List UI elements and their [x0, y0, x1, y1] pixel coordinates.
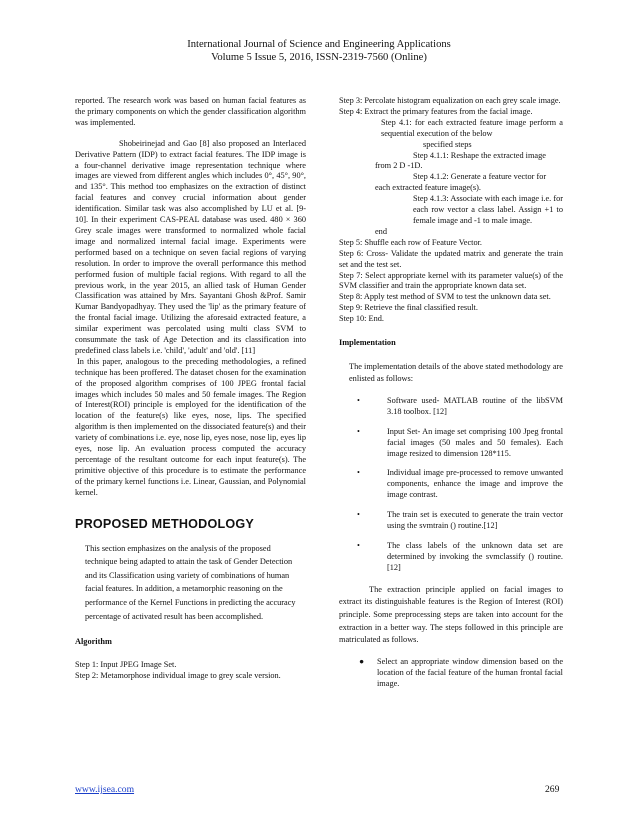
- page-number: 269: [545, 784, 560, 795]
- journal-header: [0, 38, 638, 64]
- algorithm-substep: Step 4.1.3: Associate with each image i.e. for each row vector a class label. Assign +1 to female image and -1 to male image.: [413, 194, 563, 225]
- subheading: Algorithm: [75, 637, 112, 647]
- journal-volume: Volume 5 Issue 5, 2016, ISSN-2319-7560 (Online): [211, 52, 427, 63]
- paragraph: This section emphasizes on the analysis of the proposed technique being adapted to attain the task of Gender Detection and its Classification using variety of combinations of human facial features. In addition, a metamorphic reasoning on the performance of the Kernel Functions in predicting the accuracy percentage of activated result has been accomplished.: [85, 543, 296, 621]
- list-item: ● Select an appropriate window dimension based on the location of the facial feature of the human frontal facial image.: [359, 656, 563, 688]
- algorithm-step: Step 7: Select appropriate kernel with its parameter value(s) of the SVM classifier and train the appropriate known data set.: [339, 270, 563, 291]
- paragraph: reported. The research work was based on human facial features as the primary components on which the gender classification algorithm was implemented.: [75, 96, 306, 127]
- journal-website-link[interactable]: www.ijsea.com: [75, 784, 135, 795]
- paragraph: Shobeirinejad and Gao [8] also proposed an Interlaced Derivative Pattern (IDP) to extract facial features. The IDP image is a four-channel derivative image representation technique where images are viewed from different angles which includes 0°, 45°, 90°, and 135°. This method too emphasizes on the extraction of distinct facial features and convey crucial information about gender identification. Similar task was also accomplished by LU et al. [9-10]. In their experiment CAS-PEAL database was used. 480 × 360 Grey scale images were transformed to normalized whole facial image and normalized internal facial image. Experiments were performed based on a technique on seven facial regions of varying resolution. In order to improve the overall performance this method performed fusion of multiple facial regions. With regard to all the previous work, in the year 2015, an allied task of Human Gender Classification was attained by Mrs. Sayantani Ghosh &Prof. Samir Kumar Bandyopadhyay. They used the 'lip' as the primary feature of the frontal facial image. Utilizing the aforesaid extracted feature, a similar experiment was percolated using multi class SVM to consummate the task of Age Detection and its classification into predefined class labels i.e. 'child', 'adult' and 'old'. [11]: [75, 138, 306, 355]
- journal-title: International Journal of Science and Engineering Applications: [187, 39, 451, 50]
- paragraph: The implementation details of the above stated methodology are enlisted as follows:: [349, 361, 563, 384]
- algorithm-step: Step 3: Percolate histogram equalization on each grey scale image.: [339, 96, 561, 105]
- subheading: Implementation: [339, 338, 396, 348]
- list-item: • Input Set- An image set comprising 100 Jpeg frontal facial images (50 males and 50 females). Each image resized to dimension 128*115.: [357, 426, 563, 458]
- algorithm-step: Step 8: Apply test method of SVM to test the unknown data set.: [339, 292, 551, 302]
- algorithm-step: Step 6: Cross- Validate the updated matrix and generate the train set and the test set.: [339, 248, 563, 269]
- algorithm-step: Step 10: End.: [339, 314, 384, 324]
- algorithm-substep: Step 4.1.2: Generate a feature vector for: [413, 172, 547, 182]
- algorithm-substep: each extracted feature image(s).: [375, 183, 481, 193]
- list-item: • The train set is executed to generate the train vector using the svmtrain () routine.[12]: [357, 510, 563, 531]
- right-column: [339, 96, 563, 689]
- list-item: • The class labels of the unknown data set are determined by invoking the svmclassify () routine. [12]: [357, 541, 563, 572]
- left-column: [75, 96, 306, 682]
- algorithm-step: Step 5: Shuffle each row of Feature Vector.: [339, 237, 483, 247]
- section-heading: PROPOSED METHODOLOGY: [75, 516, 254, 531]
- algorithm-end: end: [375, 226, 387, 236]
- list-item: • Individual image pre-processed to remove unwanted components, enhance the image and improve the image contrast.: [357, 468, 563, 500]
- algorithm-step: Step 9: Retrieve the final classified result.: [339, 303, 478, 313]
- algorithm-step: Step 4: Extract the primary features from the facial image.: [339, 106, 533, 116]
- algorithm-step: Step 1: Input JPEG Image Set.: [75, 660, 177, 669]
- paragraph: In this paper, analogous to the preceding methodologies, a refined technique has been proffered. The dataset chosen for the examination of the proposed algorithm comprises of 100 JPEG frontal facial images which includes 50 males and 50 female images. The Region of Interest(ROI) principle is employed for the identification of the location of the feature(s) like eyes, nose, lips. The specified algorithm is then implemented on the dissociated feature(s) and their variety of combinations i.e. eye, nose lip, eyes nose, nose lip, eyes lip eyes, nose lip. An evaluation process computed the accuracy percentage of the resultant outcome for each input feature(s). The primitive objective of this procedure is to estimate the performance of the primary kernel functions i.e. Linear, Gaussian, and Polynomial kernel.: [75, 356, 306, 497]
- algorithm-step: Step 2: Metamorphose individual image to grey scale version.: [75, 670, 281, 680]
- paragraph: The extraction principle applied on facial images to extract its distinguishable features is the Region of Interest (ROI) principle. Some preprocessing steps are taken into account for the extraction in a better way. The steps followed in this principle are matriculated as follows.: [339, 584, 563, 645]
- list-item: • Software used- MATLAB routine of the libSVM 3.18 toolbox. [12]: [357, 395, 563, 416]
- algorithm-substep: Step 4.1.1: Reshape the extracted image: [413, 150, 546, 160]
- algorithm-substep: specified steps: [423, 139, 472, 149]
- algorithm-substep: from 2 D -1D.: [375, 161, 423, 171]
- algorithm-substep: Step 4.1: for each extracted feature image perform a sequential execution of the below: [381, 117, 563, 138]
